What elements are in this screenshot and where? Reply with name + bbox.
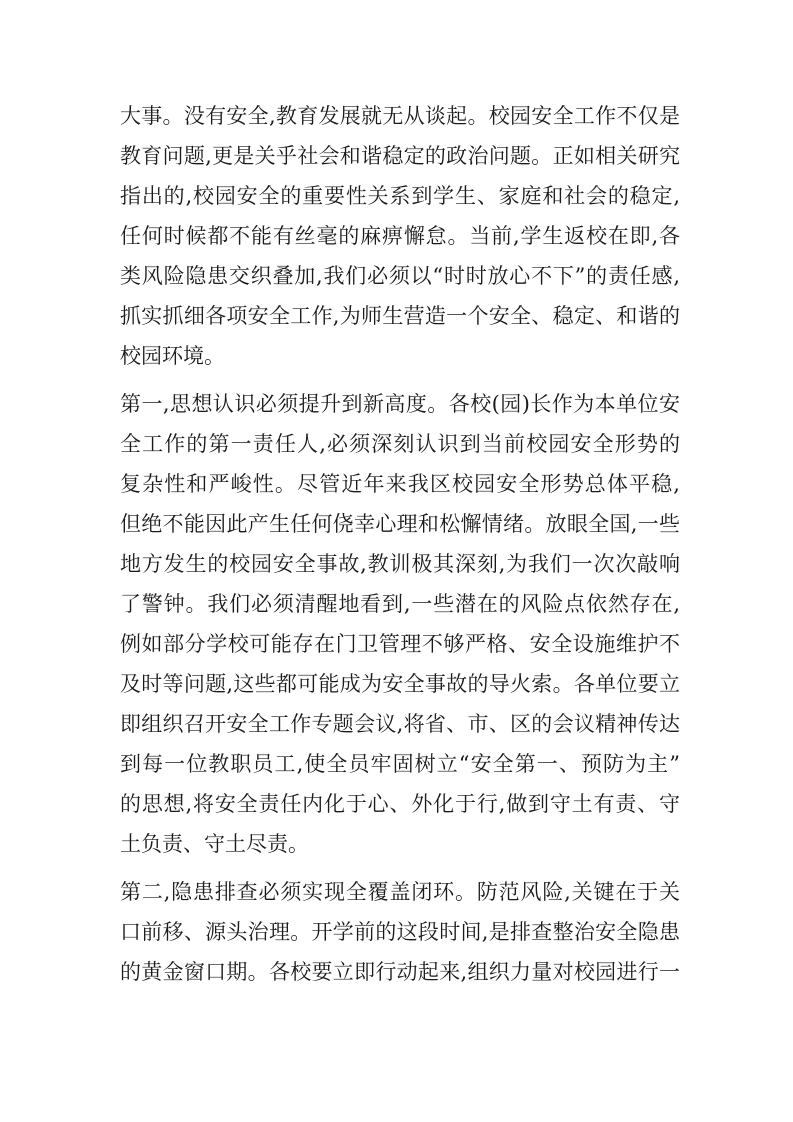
text-line: 全工作的第一责任人,必须深刻认识到当前校园安全形势的 (120, 432, 680, 456)
text-line: 任何时候都不能有丝毫的麻痹懈怠。当前,学生返校在即,各 (120, 224, 680, 248)
text-line: 例如部分学校可能存在门卫管理不够严格、安全设施维护不 (120, 632, 680, 656)
text-line: 及时等问题,这些都可能成为安全事故的导火索。各单位要立 (120, 672, 680, 696)
text-line: 到每一位教职员工,使全员牢固树立“安全第一、预防为主” (120, 752, 680, 776)
text-line: 即组织召开安全工作专题会议,将省、市、区的会议精神传达 (120, 712, 680, 736)
text-line: 指出的,校园安全的重要性关系到学生、家庭和社会的稳定, (120, 184, 680, 208)
text-line: 校园环境。 (120, 344, 225, 368)
text-line: 抓实抓细各项安全工作,为师生营造一个安全、稳定、和谐的 (120, 304, 680, 328)
text-line: 口前移、源头治理。开学前的这段时间,是排查整治安全隐患 (120, 920, 680, 944)
text-line: 第一,思想认识必须提升到新高度。各校(园)长作为本单位安 (120, 392, 680, 416)
text-line: 类风险隐患交织叠加,我们必须以“时时放心不下”的责任感, (120, 264, 680, 288)
text-line: 第二,隐患排查必须实现全覆盖闭环。防范风险,关键在于关 (120, 880, 680, 904)
text-line: 大事。没有安全,教育发展就无从谈起。校园安全工作不仅是 (120, 104, 680, 128)
text-line: 的黄金窗口期。各校要立即行动起来,组织力量对校园进行一 (120, 960, 680, 984)
text-line: 但绝不能因此产生任何侥幸心理和松懈情绪。放眼全国,一些 (120, 512, 680, 536)
text-line: 的思想,将安全责任内化于心、外化于行,做到守土有责、守 (120, 792, 680, 816)
text-line: 地方发生的校园安全事故,教训极其深刻,为我们一次次敲响 (120, 552, 680, 576)
text-line: 复杂性和严峻性。尽管近年来我区校园安全形势总体平稳, (120, 472, 680, 496)
text-line: 了警钟。我们必须清醒地看到,一些潜在的风险点依然存在, (120, 592, 680, 616)
text-line: 教育问题,更是关乎社会和谐稳定的政治问题。正如相关研究 (120, 144, 680, 168)
text-line: 土负责、守土尽责。 (120, 832, 309, 856)
